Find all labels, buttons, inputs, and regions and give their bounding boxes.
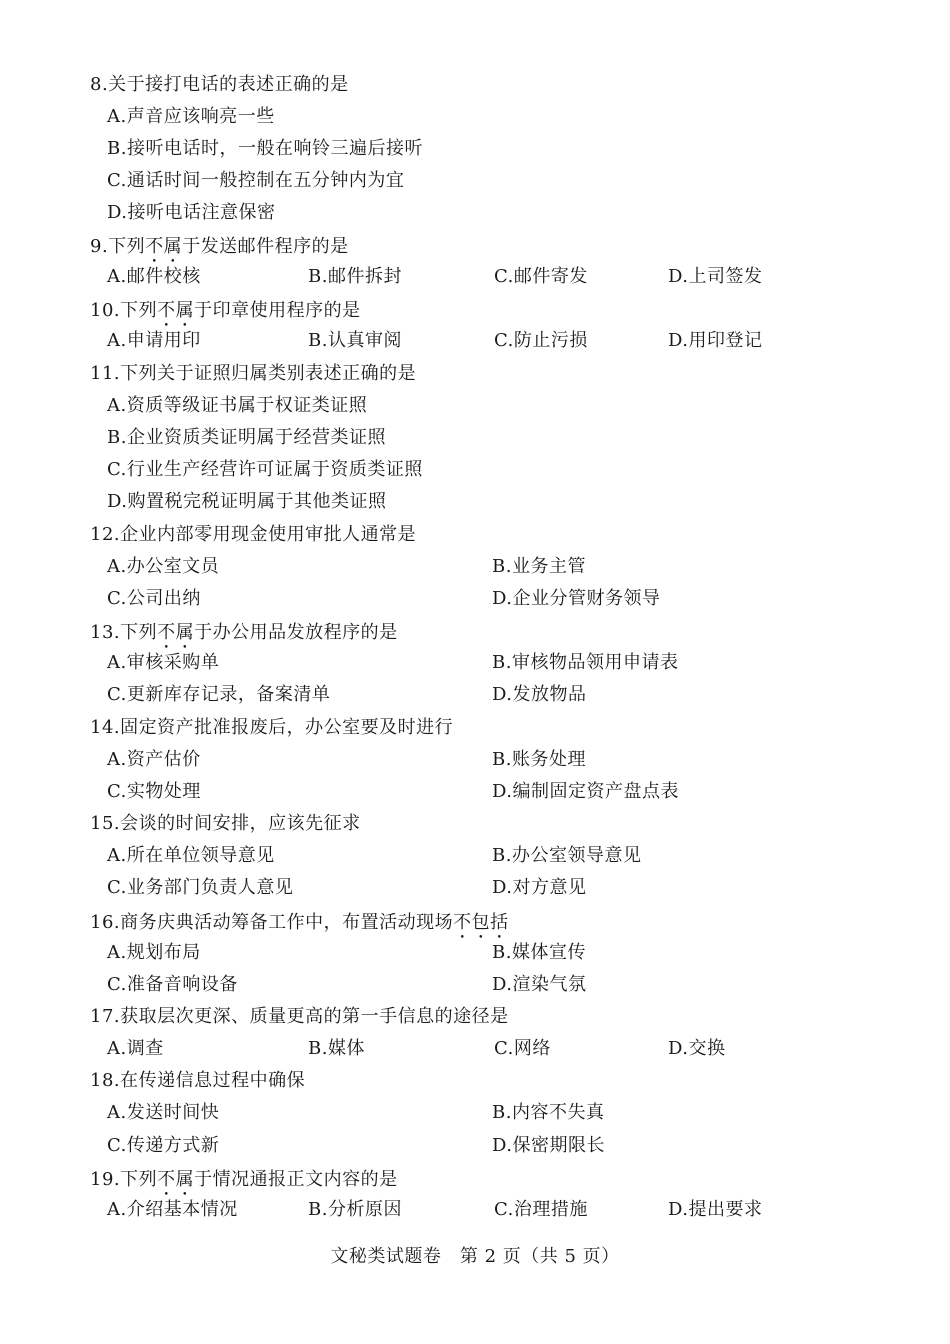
emphasis-mark: 不属 xyxy=(157,1169,195,1190)
question-13-option-b: B.审核物品领用申请表 xyxy=(492,652,679,673)
question-11-option-c: C.行业生产经营许可证属于资质类证照 xyxy=(107,459,423,480)
question-14-option-c: C.实物处理 xyxy=(107,781,201,802)
question-10-option-b: B.认真审阅 xyxy=(308,330,402,351)
question-15-option-a: A.所在单位领导意见 xyxy=(107,845,275,866)
question-12-option-c: C.公司出纳 xyxy=(107,588,201,609)
question-9-stem: 9.下列不属于发送邮件程序的是 xyxy=(90,236,349,257)
question-10-stem: 10.下列不属于印章使用程序的是 xyxy=(90,300,361,321)
question-10-option-a: A.申请用印 xyxy=(107,330,201,351)
emphasis-mark: 不包括 xyxy=(453,912,509,933)
question-12-option-d: D.企业分管财务领导 xyxy=(492,588,661,609)
emphasis-mark: 不属 xyxy=(145,236,183,257)
question-15-option-c: C.业务部门负责人意见 xyxy=(107,877,294,898)
question-14-option-d: D.编制固定资产盘点表 xyxy=(492,781,680,802)
question-9-option-d: D.上司签发 xyxy=(668,266,763,287)
question-9-option-b: B.邮件拆封 xyxy=(308,266,402,287)
question-18-stem: 18.在传递信息过程中确保 xyxy=(90,1070,306,1091)
question-11-option-d: D.购置税完税证明属于其他类证照 xyxy=(107,491,387,512)
question-12-option-a: A.办公室文员 xyxy=(107,556,220,577)
question-16-option-d: D.渲染气氛 xyxy=(492,974,587,995)
question-14-stem: 14.固定资产批准报废后，办公室要及时进行 xyxy=(90,717,454,738)
question-9-option-c: C.邮件寄发 xyxy=(494,266,588,287)
question-19-stem: 19.下列不属于情况通报正文内容的是 xyxy=(90,1169,398,1190)
question-17-option-a: A.调查 xyxy=(107,1038,164,1059)
question-18-option-a: A.发送时间快 xyxy=(107,1102,220,1123)
question-19-option-b: B.分析原因 xyxy=(308,1199,402,1220)
question-16-option-c: C.准备音响设备 xyxy=(107,974,238,995)
question-13-option-c: C.更新库存记录，备案清单 xyxy=(107,684,331,705)
question-18-option-d: D.保密期限长 xyxy=(492,1135,606,1156)
question-11-stem: 11.下列关于证照归属类别表述正确的是 xyxy=(90,363,417,384)
question-13-stem: 13.下列不属于办公用品发放程序的是 xyxy=(90,622,398,643)
question-19-option-c: C.治理措施 xyxy=(494,1199,588,1220)
question-14-option-b: B.账务处理 xyxy=(492,749,586,770)
question-15-stem: 15.会谈的时间安排，应该先征求 xyxy=(90,813,361,834)
question-12-stem: 12.企业内部零用现金使用审批人通常是 xyxy=(90,524,417,545)
question-19-option-d: D.提出要求 xyxy=(668,1199,763,1220)
emphasis-mark: 不属 xyxy=(157,622,195,643)
question-17-option-b: B.媒体 xyxy=(308,1038,365,1059)
question-12-option-b: B.业务主管 xyxy=(492,556,586,577)
question-19-option-a: A.介绍基本情况 xyxy=(107,1199,238,1220)
question-16-option-a: A.规划布局 xyxy=(107,942,201,963)
question-18-option-b: B.内容不失真 xyxy=(492,1102,605,1123)
question-17-stem: 17.获取层次更深、质量更高的第一手信息的途径是 xyxy=(90,1006,509,1027)
question-11-option-b: B.企业资质类证明属于经营类证照 xyxy=(107,427,386,448)
question-8-stem: 8.关于接打电话的表述正确的是 xyxy=(90,74,349,95)
question-17-option-c: C.网络 xyxy=(494,1038,551,1059)
question-13-option-a: A.审核采购单 xyxy=(107,652,220,673)
page-footer: 文秘类试题卷 第 2 页（共 5 页） xyxy=(330,1246,620,1267)
question-17-option-d: D.交换 xyxy=(668,1038,726,1059)
question-8-option-a: A.声音应该响亮一些 xyxy=(107,106,275,127)
question-10-option-c: C.防止污损 xyxy=(494,330,588,351)
question-10-option-d: D.用印登记 xyxy=(668,330,763,351)
question-16-stem: 16.商务庆典活动筹备工作中，布置活动现场不包括 xyxy=(90,912,509,933)
question-8-option-c: C.通话时间一般控制在五分钟内为宜 xyxy=(107,170,405,191)
question-11-option-a: A.资质等级证书属于权证类证照 xyxy=(107,395,368,416)
question-8-option-b: B.接听电话时，一般在响铃三遍后接听 xyxy=(107,138,423,159)
question-15-option-b: B.办公室领导意见 xyxy=(492,845,642,866)
question-15-option-d: D.对方意见 xyxy=(492,877,587,898)
question-18-option-c: C.传递方式新 xyxy=(107,1135,220,1156)
question-9-option-a: A.邮件校核 xyxy=(107,266,201,287)
question-13-option-d: D.发放物品 xyxy=(492,684,587,705)
question-8-option-d: D.接听电话注意保密 xyxy=(107,202,276,223)
emphasis-mark: 不属 xyxy=(157,300,195,321)
question-14-option-a: A.资产估价 xyxy=(107,749,201,770)
question-16-option-b: B.媒体宣传 xyxy=(492,942,586,963)
